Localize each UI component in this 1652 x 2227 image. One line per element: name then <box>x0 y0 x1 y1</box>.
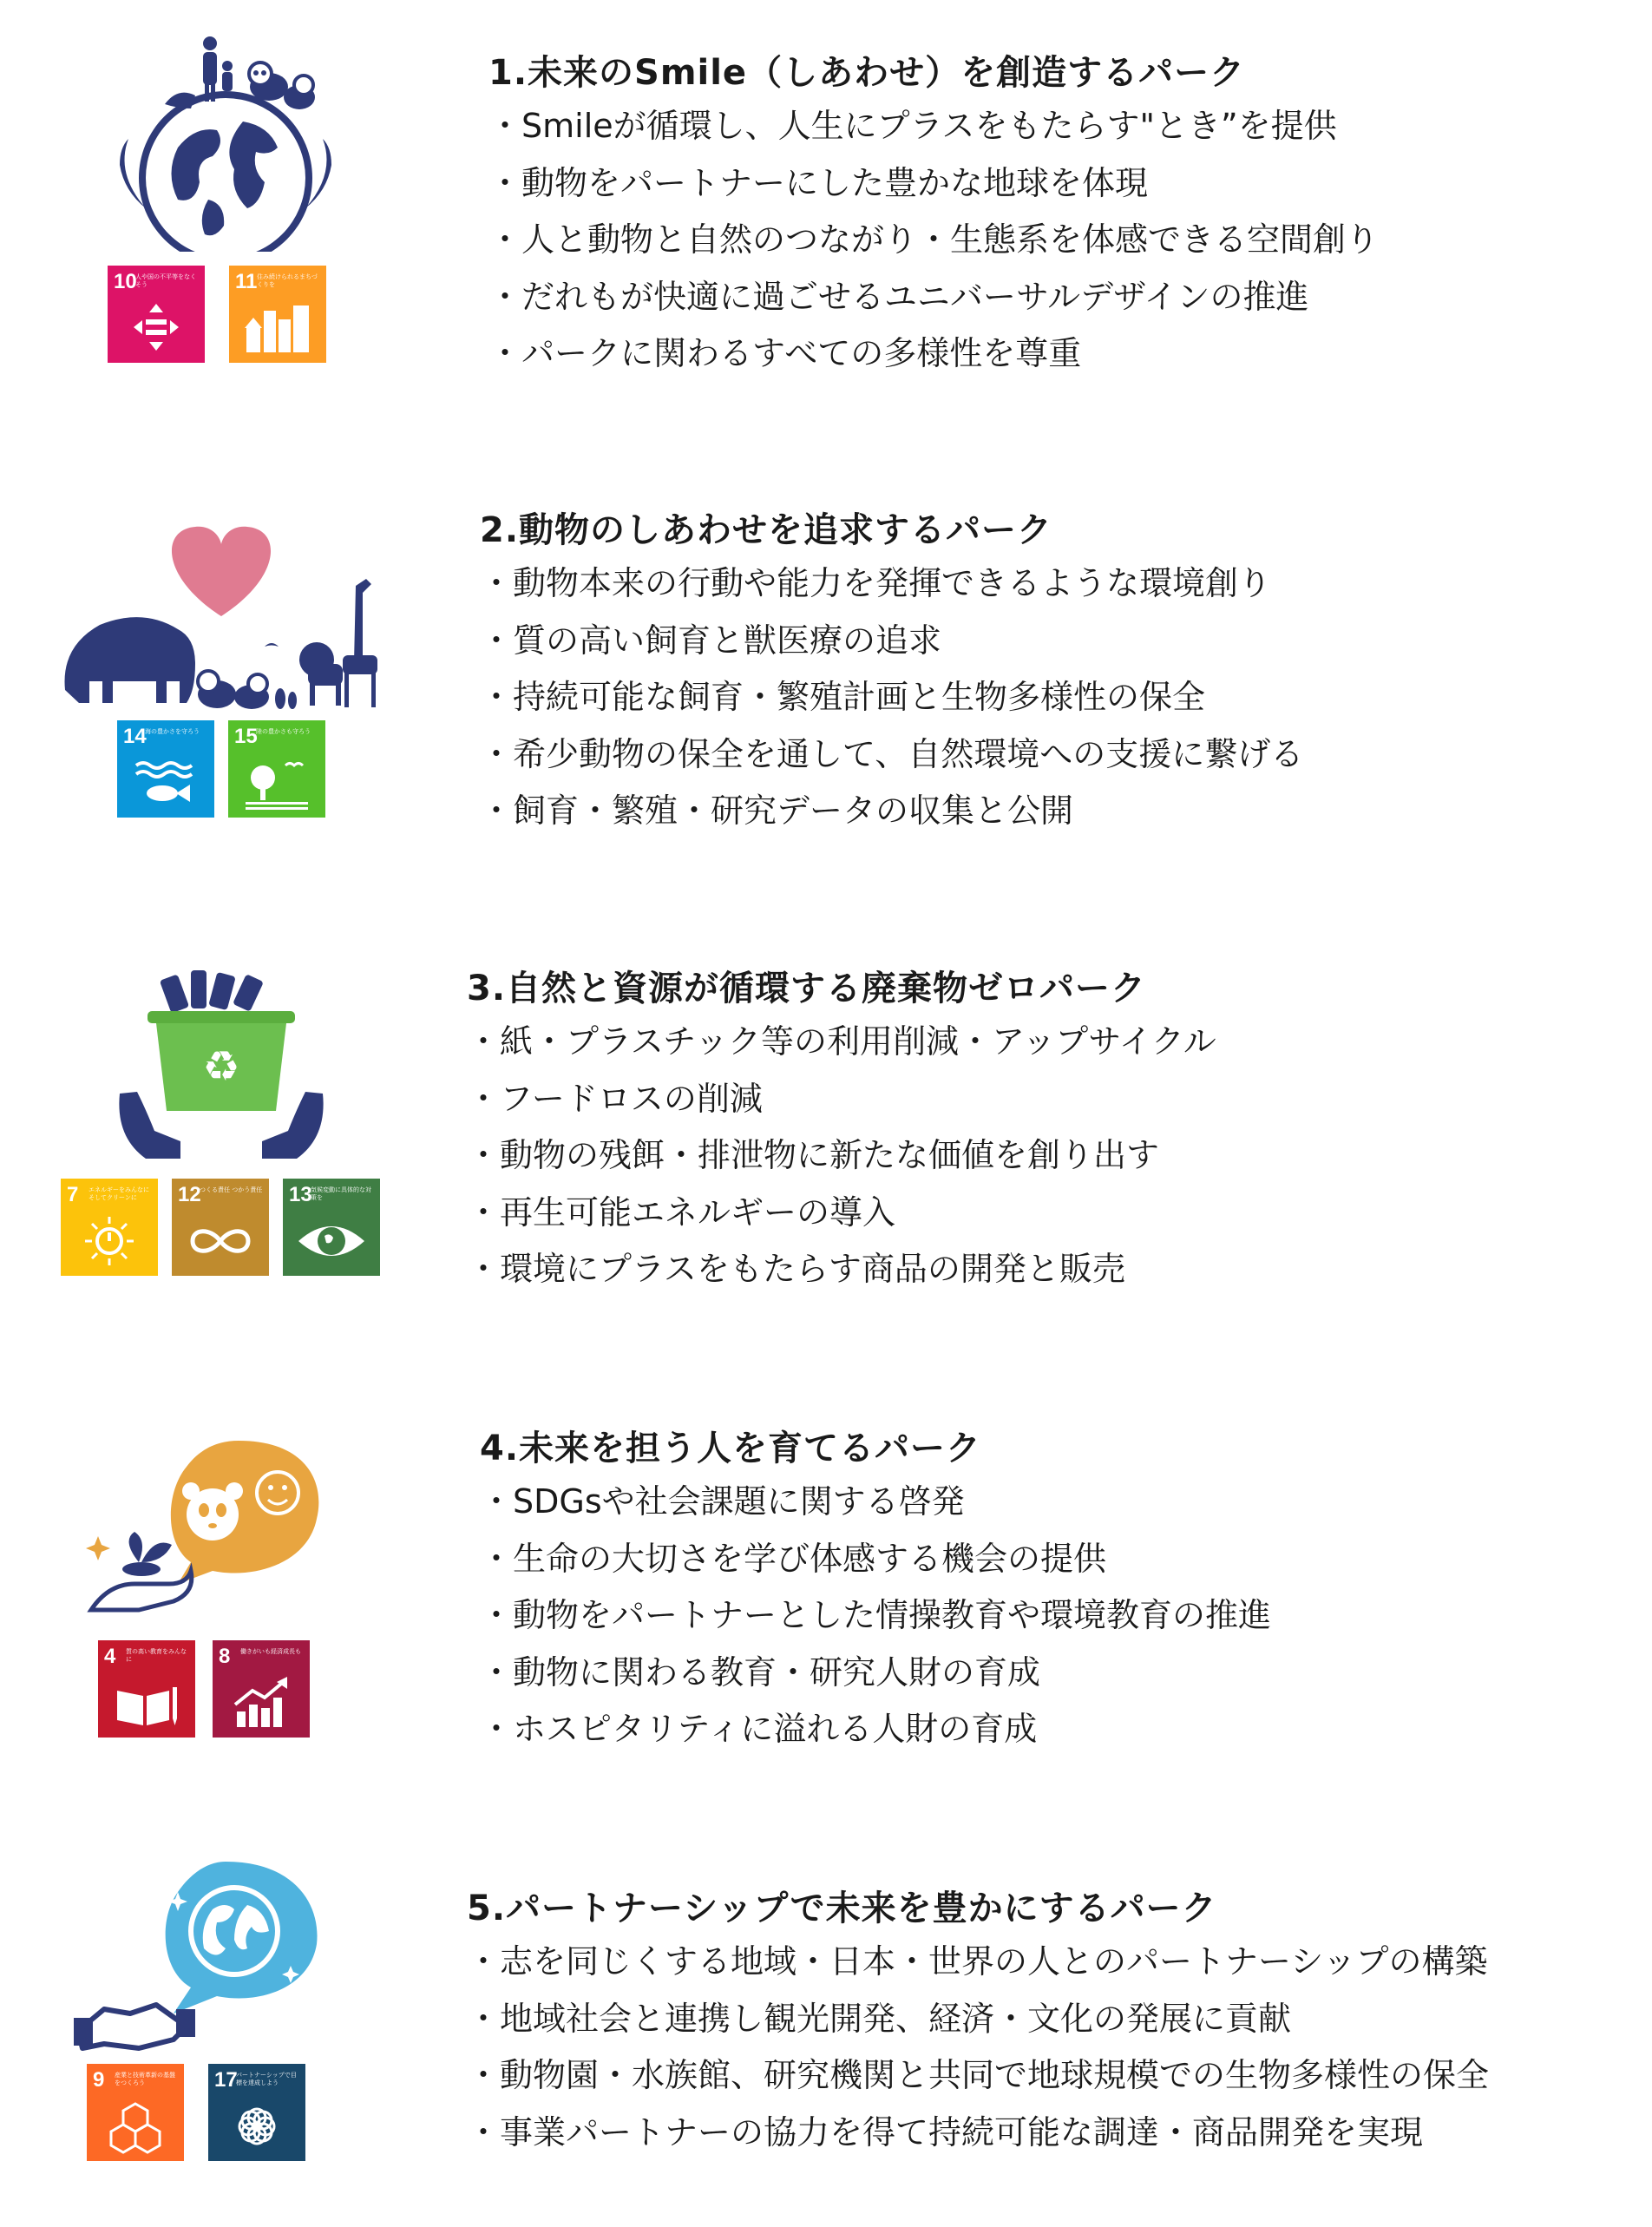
sdg-number: 15 <box>234 725 258 748</box>
section-heading: 4.未来を担う人を育てるパーク <box>480 1429 982 1468</box>
section-4-illustration <box>82 1432 343 1632</box>
sdg-number: 7 <box>67 1183 79 1206</box>
bullet-list <box>480 555 1303 840</box>
sdg-number: 17 <box>214 2068 238 2092</box>
sdg-number: 11 <box>235 270 258 293</box>
sdg-number: 9 <box>93 2068 105 2092</box>
earth-animals-icon <box>95 35 356 252</box>
section-1-illustration <box>95 35 356 252</box>
section-heading: 5.パートナーシップで未来を豊かにするパーク <box>467 1889 1217 1928</box>
list-item: ・紙・プラスチック等の利用削減・アップサイクル <box>467 1022 1216 1061</box>
sdg-number: 4 <box>104 1645 116 1668</box>
bullet-list <box>488 98 1379 383</box>
section-heading: 3.自然と資源が循環する廃棄物ゼロパーク <box>467 969 1147 1008</box>
sdg-7-badge <box>61 1179 158 1276</box>
section-heading: 1.未来のSmile（しあわせ）を創造するパーク <box>488 53 1246 93</box>
list-item: ・生命の大切さを学び体感する機会の提供 <box>480 1539 1107 1578</box>
eye-globe-icon <box>283 1179 380 1276</box>
list-item: ・動物をパートナーにした豊かな地球を体現 <box>488 163 1149 202</box>
sdg-8-badge <box>213 1640 310 1738</box>
list-item: ・動物本来の行動や能力を発揮できるような環境創り <box>480 564 1272 602</box>
sdg-17-badge <box>208 2064 305 2161</box>
city-buildings-icon <box>229 266 326 363</box>
list-item: ・ホスピタリティに溢れる人財の育成 <box>480 1710 1038 1748</box>
flower-rings-icon <box>208 2064 305 2161</box>
sdg-15-badge <box>228 720 325 818</box>
sdg-caption: パートナーシップで目標を達成しよう <box>236 2072 297 2086</box>
book-pen-icon <box>98 1640 195 1738</box>
list-item: ・質の高い飼育と獣医療の追求 <box>480 621 942 660</box>
sdg-9-badge <box>87 2064 184 2161</box>
list-item: ・フードロスの削減 <box>467 1079 763 1118</box>
list-item: ・Smileが循環し、人生にプラスをもたらす"とき”を提供 <box>488 107 1337 145</box>
panda-bubble-sprout-icon <box>82 1432 343 1632</box>
sdg-number: 13 <box>289 1183 312 1206</box>
sdg-number: 12 <box>178 1183 201 1206</box>
recycle-bin-hands-icon <box>104 963 338 1163</box>
section-5-illustration <box>74 1857 334 2057</box>
list-item: ・飼育・繁殖・研究データの収集と公開 <box>480 792 1074 830</box>
sdg-caption: 人や国の不平等をなくそう <box>135 273 196 288</box>
equality-arrows-icon <box>108 266 205 363</box>
bullet-list <box>480 1474 1271 1758</box>
sdg-13-badge <box>283 1179 380 1276</box>
sdg-11-badge <box>229 266 326 363</box>
list-item: ・事業パートナーの協力を得て持続可能な調達・商品開発を実現 <box>467 2112 1424 2151</box>
sun-power-icon <box>61 1179 158 1276</box>
sdg-caption: 気候変動に具体的な対策を <box>311 1186 371 1201</box>
cubes-icon <box>87 2064 184 2161</box>
list-item: ・パークに関わるすべての多様性を尊重 <box>488 334 1082 372</box>
infinity-loop-icon <box>172 1179 269 1276</box>
fish-waves-icon <box>117 720 214 818</box>
sdg-12-badge <box>172 1179 269 1276</box>
list-item: ・動物園・水族館、研究機関と共同で地球規模での生物多様性の保全 <box>467 2056 1490 2094</box>
bullet-list <box>467 1014 1216 1298</box>
list-item: ・動物の残餌・排泄物に新たな価値を創り出す <box>467 1136 1160 1174</box>
svg-text:♻: ♻ <box>202 1042 240 1091</box>
list-item: ・動物に関わる教育・研究人財の育成 <box>480 1652 1041 1692</box>
list-item: ・だれもが快適に過ごせるユニバーサルデザインの推進 <box>488 277 1309 316</box>
section-5-text <box>467 1883 1489 2161</box>
section-1 <box>0 0 1652 399</box>
sdg-number: 10 <box>114 270 137 293</box>
sdg-caption: エネルギーをみんなに そしてクリーンに <box>88 1186 149 1201</box>
section-3-text <box>467 963 1216 1298</box>
tree-birds-icon <box>228 720 325 818</box>
growth-chart-icon <box>213 1640 310 1738</box>
list-item: ・人と動物と自然のつながり・生態系を体感できる空間創り <box>488 220 1380 259</box>
list-item: ・再生可能エネルギーの導入 <box>467 1192 896 1232</box>
sdg-caption: つくる責任 つかう責任 <box>200 1186 263 1193</box>
sdg-10-badge <box>108 266 205 363</box>
sdg-caption: 質の高い教育をみんなに <box>126 1648 187 1663</box>
section-3-illustration <box>104 963 338 1163</box>
sdg-caption: 陸の豊かさも守ろう <box>256 728 311 735</box>
globe-bubble-handshake-icon <box>74 1857 334 2057</box>
list-item: ・希少動物の保全を通して、自然環境への支援に繋げる <box>480 734 1304 773</box>
list-item: ・持続可能な飼育・繁殖計画と生物多様性の保全 <box>480 678 1206 716</box>
sdg-4-badge <box>98 1640 195 1738</box>
heart-animals-icon <box>56 516 395 716</box>
sdg-caption: 海の豊かさを守ろう <box>145 728 200 735</box>
section-heading: 2.動物のしあわせを追求するパーク <box>480 510 1053 550</box>
sdg-caption: 産業と技術革新の基盤をつくろう <box>115 2072 175 2086</box>
list-item: ・志を同じくする地域・日本・世界の人とのパートナーシップの構築 <box>467 1942 1488 1981</box>
sdg-number: 14 <box>123 725 147 748</box>
sdg-caption: 住み続けられるまちづくりを <box>257 273 318 288</box>
list-item: ・環境にプラスをもたらす商品の開発と販売 <box>467 1250 1125 1288</box>
list-item: ・地域社会と連携し観光開発、経済・文化の発展に貢献 <box>467 1999 1292 2038</box>
sdg-number: 8 <box>219 1645 231 1668</box>
sdg-caption: 働きがいも経済成長も <box>240 1648 301 1655</box>
section-2-text <box>480 505 1303 840</box>
list-item: ・動物をパートナーとした情操教育や環境教育の推進 <box>480 1596 1272 1634</box>
section-4-text <box>480 1423 1271 1758</box>
section-1-text <box>488 48 1379 383</box>
section-2-illustration <box>56 516 395 716</box>
bullet-list <box>467 1934 1489 2161</box>
list-item: ・SDGsや社会課題に関する啓発 <box>480 1482 965 1521</box>
sdg-14-badge <box>117 720 214 818</box>
